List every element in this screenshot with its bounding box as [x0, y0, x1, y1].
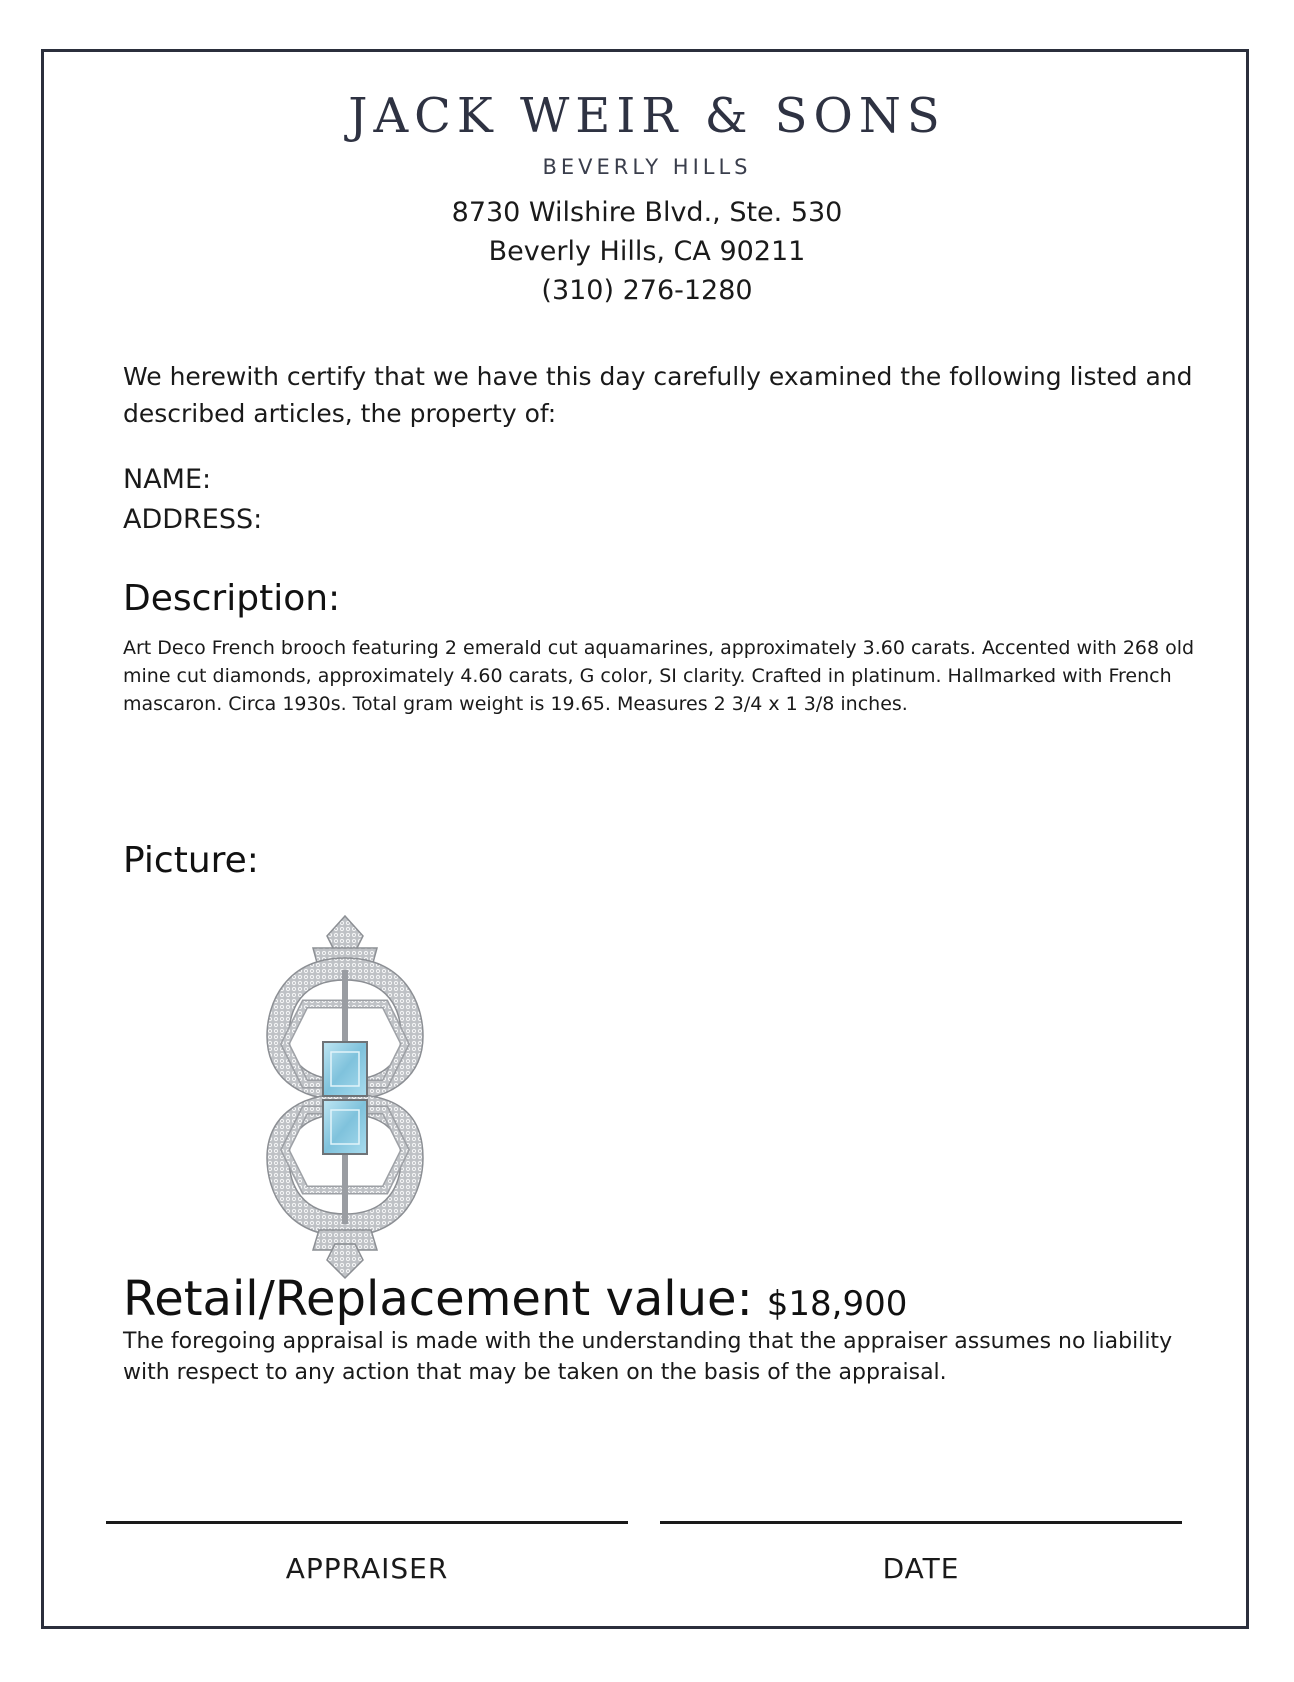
appraiser-signature-line	[106, 1521, 628, 1524]
picture-heading: Picture:	[123, 840, 259, 881]
date-signature-line	[660, 1521, 1182, 1524]
date-label: DATE	[882, 1552, 960, 1585]
brand-location: BEVERLY HILLS	[542, 155, 752, 179]
description-heading: Description:	[123, 578, 341, 619]
certification-statement: We herewith certify that we have this day carefully examined the following listed and described articles, the property of:	[123, 362, 1193, 428]
brooch-image	[255, 914, 435, 1280]
description-text: Art Deco French brooch featuring 2 emerald cut aquamarines, approximately 3.60 carats. Accented with 268 old mine cut diamonds, approximately 4.60 carats, G color, SI clarity. Crafted in platinum. Hallmarked with French mascaron. Circa 1930s. Total gram weight is 19.65. Measures 2 3/4 x 1 3/8 inches.	[123, 637, 1195, 715]
address-line-1: 8730 Wilshire Blvd., Ste. 530	[451, 197, 843, 228]
phone-number: (310) 276-1280	[541, 275, 753, 306]
disclaimer-text: The foregoing appraisal is made with the understanding that the appraiser assumes no liability with respect to any action that may be taken on the basis of the appraisal.	[123, 1329, 1173, 1385]
appraiser-label: APPRAISER	[285, 1552, 449, 1585]
brand-name: JACK WEIR & SONS	[348, 88, 946, 144]
valuation-amount: $18,900	[766, 1284, 908, 1324]
address-line-2: Beverly Hills, CA 90211	[488, 236, 806, 267]
address-label: ADDRESS:	[123, 504, 263, 535]
valuation-label: Retail/Replacement value:	[123, 1271, 753, 1327]
valuation-row	[123, 1271, 907, 1327]
name-label: NAME:	[123, 464, 212, 495]
